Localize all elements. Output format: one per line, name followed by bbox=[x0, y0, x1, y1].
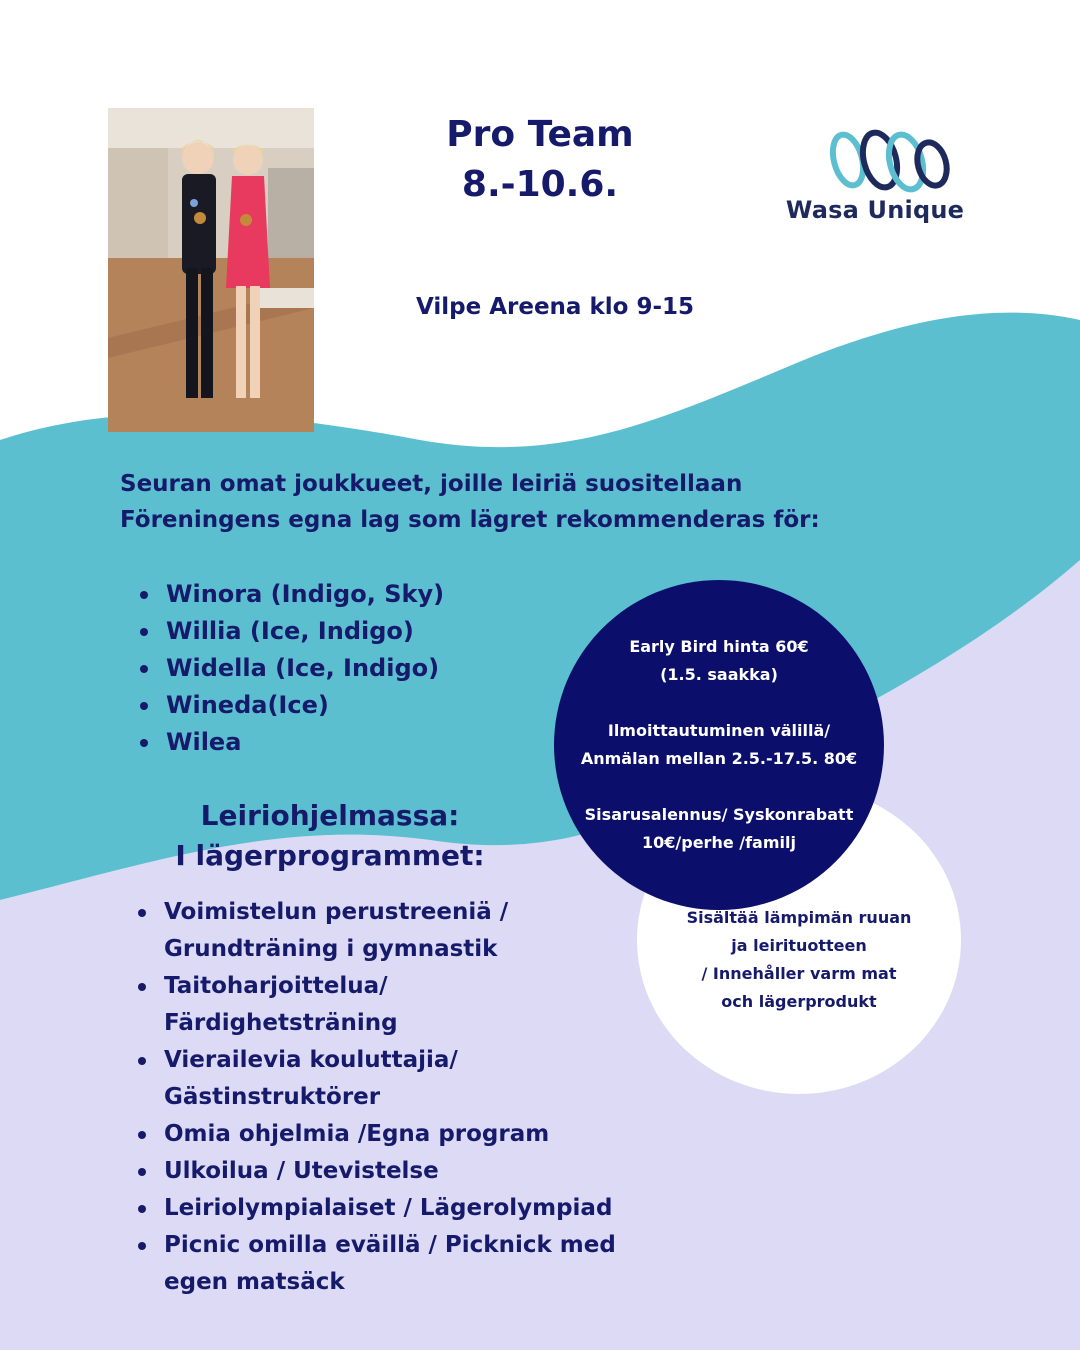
gymnasts-photo-illustration bbox=[108, 108, 314, 432]
includes-line-1: Sisältää lämpimän ruuan bbox=[686, 908, 912, 927]
logo-text: Wasa Unique bbox=[785, 196, 965, 224]
list-item bbox=[136, 894, 616, 968]
list-item-line: Vierailevia kouluttajia/ bbox=[164, 1047, 458, 1073]
program-heading-line-2: I lägerprogrammet: bbox=[175, 839, 485, 872]
list-item: Winora (Indigo, Sky) bbox=[138, 576, 444, 613]
early-bird-line-2: (1.5. saakka) bbox=[660, 665, 778, 684]
title-line-1: Pro Team bbox=[446, 114, 634, 155]
intro-text bbox=[120, 466, 820, 538]
list-item-line: Omia ohjelmia /Egna program bbox=[164, 1121, 550, 1147]
title-line-2: 8.-10.6. bbox=[461, 164, 619, 205]
list-item bbox=[136, 1153, 616, 1190]
intro-line-2: Föreningens egna lag som lägret rekommenderas för: bbox=[120, 507, 820, 533]
intro-line-1: Seuran omat joukkueet, joille leiriä suositellaan bbox=[120, 471, 743, 497]
registration-line-1: Ilmoittautuminen välillä/ bbox=[607, 721, 831, 740]
program-heading-line-1: Leiriohjelmassa: bbox=[200, 799, 460, 832]
program-list bbox=[136, 894, 616, 1301]
sibling-discount-line-1: Sisarusalennus/ Syskonrabatt bbox=[584, 805, 854, 824]
list-item-line: Voimistelun perustreeniä / bbox=[164, 899, 509, 925]
list-item-line: Grundträning i gymnastik bbox=[164, 936, 498, 962]
gymnasts-photo bbox=[108, 108, 314, 432]
list-item bbox=[136, 1190, 616, 1227]
list-item bbox=[136, 968, 616, 1042]
list-item: Willia (Ice, Indigo) bbox=[138, 613, 444, 650]
list-item: Widella (Ice, Indigo) bbox=[138, 650, 444, 687]
list-item-line: Taitoharjoittelua/ Färdighetsträning bbox=[164, 973, 398, 1036]
teams-list bbox=[138, 576, 444, 761]
list-item: Wineda(Ice) bbox=[138, 687, 444, 724]
list-item-line: Picnic omilla eväillä / Picknick med bbox=[164, 1232, 616, 1258]
includes-line-2: ja leirituotteen bbox=[731, 936, 867, 955]
list-item: Wilea bbox=[138, 724, 444, 761]
list-item bbox=[136, 1042, 616, 1116]
program-heading bbox=[140, 796, 520, 876]
list-item-line: Leiriolympialaiset / Lägerolympiad bbox=[164, 1195, 613, 1221]
registration-line-2: Anmälan mellan 2.5.-17.5. 80€ bbox=[580, 749, 858, 768]
list-item bbox=[136, 1227, 616, 1301]
list-item bbox=[136, 1116, 616, 1153]
venue-text: Vilpe Areena klo 9-15 bbox=[415, 294, 695, 320]
list-item-line: Gästinstruktörer bbox=[164, 1084, 381, 1110]
list-item-line: egen matsäck bbox=[164, 1269, 345, 1295]
list-item-line: Ulkoilua / Utevistelse bbox=[164, 1158, 439, 1184]
includes-line-3: / Innehåller varm mat bbox=[701, 964, 897, 983]
includes-line-4: och lägerprodukt bbox=[721, 992, 877, 1011]
early-bird-line-1: Early Bird hinta 60€ bbox=[629, 637, 809, 656]
pricing-circle bbox=[554, 580, 884, 910]
sibling-discount-line-2: 10€/perhe /familj bbox=[642, 833, 796, 852]
page-title bbox=[400, 110, 680, 210]
